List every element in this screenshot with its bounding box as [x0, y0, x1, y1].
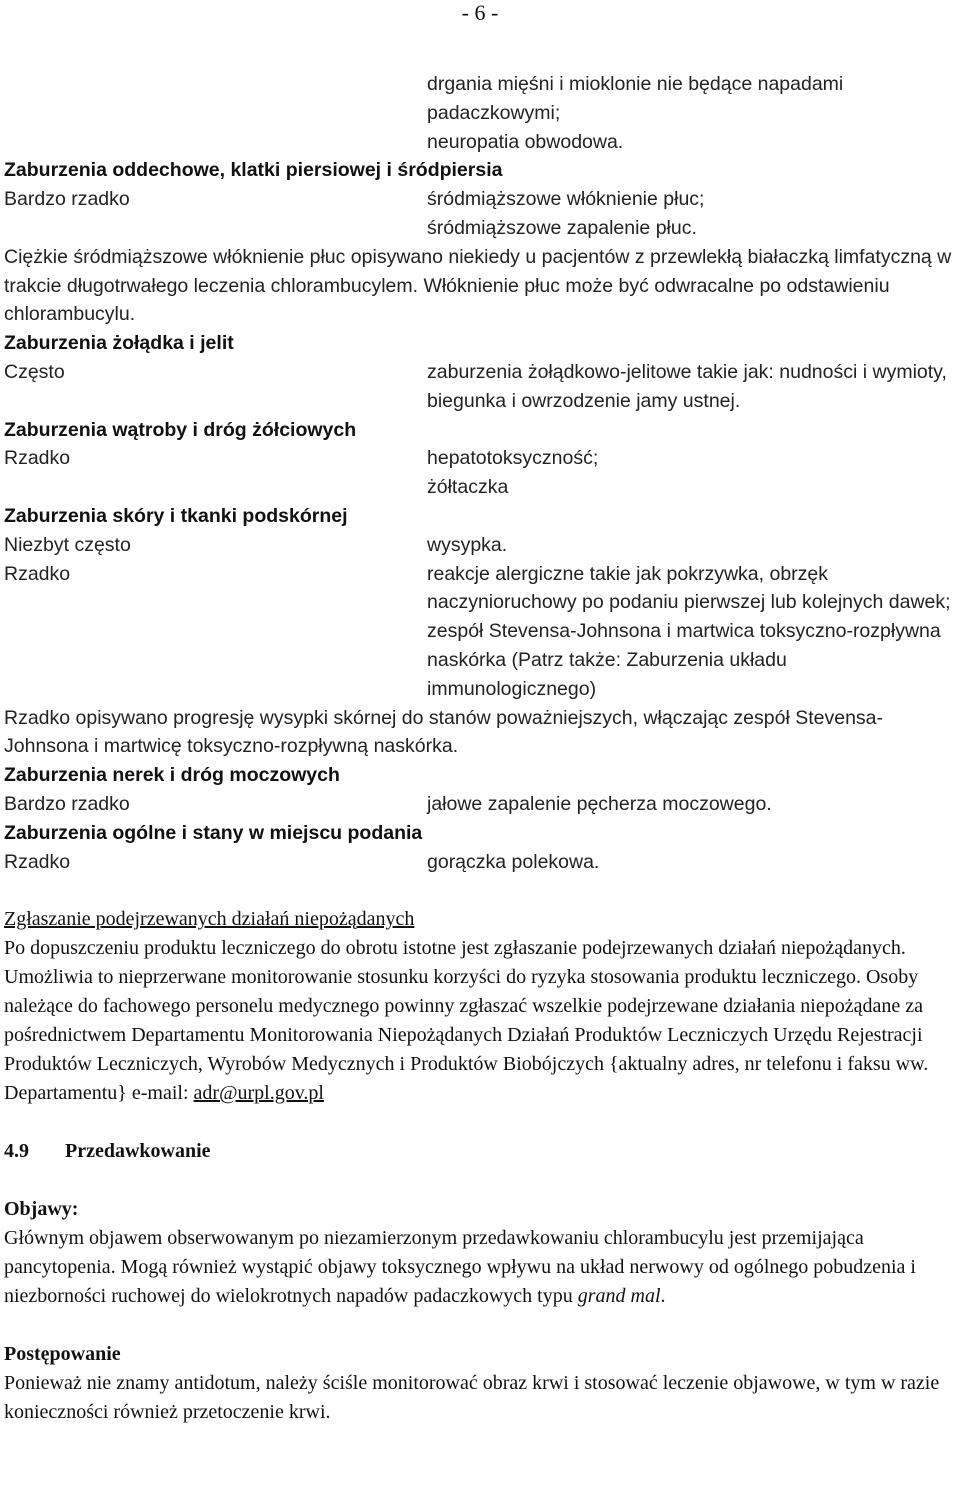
- frequency-row: [4, 848, 956, 877]
- page-number: - 6 -: [461, 0, 499, 25]
- frequency-row: [4, 790, 956, 819]
- effect-line: śródmiąższowe włóknienie płuc;: [427, 188, 705, 211]
- management-heading: Postępowanie: [4, 1342, 121, 1365]
- effect-text: wysypka.: [427, 533, 508, 556]
- section-heading-respiratory: Zaburzenia oddechowe, klatki piersiowej i śródpiersia: [4, 159, 503, 182]
- skin-note: Rzadko opisywano progresję wysypki skórnej do stanów poważniejszych, włączając zespół Stevensa-Johnsona i martwicę toksyczno-rozpływną naskórka.: [4, 706, 884, 758]
- frequency-row: [4, 185, 956, 243]
- frequency-label: Niezbyt często: [4, 533, 131, 556]
- symptoms-italic: grand mal: [577, 1284, 661, 1307]
- frequency-label: Bardzo rzadko: [4, 792, 130, 815]
- effect-line: padaczkowymi;: [427, 101, 561, 124]
- respiratory-note: Ciężkie śródmiąższowe włóknienie płuc opisywano niekiedy u pacjentów z przewlekłą białaczką limfatyczną w trakcie długotrwałego leczenia chlorambucylem. Włóknienie płuc może być odwracalne po odstawieniu chlorambucylu.: [4, 245, 952, 326]
- symptoms-heading: Objawy:: [4, 1197, 79, 1220]
- reporting-text: [4, 934, 956, 1108]
- reporting-heading: Zgłaszanie podejrzewanych działań niepożądanych: [4, 908, 415, 931]
- frequency-row: [4, 560, 956, 704]
- section-heading-general: Zaburzenia ogólne i stany w miejscu podania: [4, 821, 423, 844]
- nervous-effects-continued: [427, 70, 956, 156]
- symptoms-text: [4, 1224, 956, 1311]
- section-heading-overdose: [4, 1137, 956, 1166]
- effect-text: zaburzenia żołądkowo-jelitowe takie jak: nudności i wymioty, biegunka i owrzodzenie jamy ustnej.: [427, 360, 947, 412]
- section-title: Przedawkowanie: [65, 1139, 211, 1162]
- effect-line: żółtaczka: [427, 476, 509, 499]
- management-text: Ponieważ nie znamy antidotum, należy ściśle monitorować obraz krwi i stosować leczenie objawowe, w tym w razie konieczności również przetoczenie krwi.: [4, 1371, 940, 1423]
- section-heading-gastrointestinal: Zaburzenia żołądka i jelit: [4, 332, 234, 355]
- frequency-label: Rzadko: [4, 562, 71, 585]
- effect-list: [427, 444, 956, 502]
- effect-line: drgania mięśni i mioklonie nie będące napadami: [427, 73, 844, 95]
- effect-text: reakcje alergiczne takie jak pokrzywka, obrzęk naczynioruchowy po podaniu pierwszej lub kolejnych dawek;: [427, 562, 951, 614]
- frequency-row: [4, 531, 956, 560]
- section-heading-skin: Zaburzenia skóry i tkanki podskórnej: [4, 504, 348, 527]
- effect-line: hepatotoksyczność;: [427, 447, 599, 470]
- frequency-label: Rzadko: [4, 850, 71, 873]
- section-number: 4.9: [4, 1139, 29, 1162]
- frequency-row: [4, 444, 956, 502]
- symptoms-body: Głównym objawem obserwowanym po niezamierzonym przedawkowaniu chlorambucylu jest przemijająca pancytopenia. Mogą również wystąpić objawy toksycznego wpływu na układ nerwowy od ogólnego pobudzenia i niezborności ruchowej do wielokrotnych napadów padaczkowych typu: [4, 1226, 916, 1307]
- frequency-label: Rzadko: [4, 447, 71, 470]
- frequency-label: Często: [4, 360, 65, 383]
- section-heading-renal: Zaburzenia nerek i dróg moczowych: [4, 764, 340, 787]
- effect-line: śródmiąższowe zapalenie płuc.: [427, 216, 697, 239]
- document-body: [4, 70, 956, 1427]
- effect-text: jałowe zapalenie pęcherza moczowego.: [427, 792, 772, 815]
- effect-list: [427, 560, 956, 704]
- frequency-row: [4, 358, 956, 416]
- effect-list: [427, 185, 956, 243]
- frequency-label: Bardzo rzadko: [4, 188, 130, 211]
- effect-text: gorączka polekowa.: [427, 850, 600, 873]
- effect-text: zespół Stevensa-Johnsona i martwica toksyczno-rozpływna naskórka (Patrz także: Zaburzenia układu immunologicznego): [427, 620, 941, 700]
- email-link[interactable]: adr@urpl.gov.pl: [193, 1082, 324, 1105]
- section-heading-hepatobiliary: Zaburzenia wątroby i dróg żółciowych: [4, 418, 357, 441]
- effect-line: neuropatia obwodowa.: [427, 130, 624, 153]
- symptoms-end: .: [660, 1284, 666, 1307]
- reporting-body: Po dopuszczeniu produktu leczniczego do obrotu istotne jest zgłaszanie podejrzewanych działań niepożądanych. Umożliwia to nieprzerwane monitorowanie stosunku korzyści do ryzyka stosowania produktu leczniczego. Osoby należące do fachowego personelu medycznego powinny zgłaszać wszelkie podejrzewane działania niepożądane za pośrednictwem Departamentu Monitorowania Niepożądanych Działań Produktów Leczniczych Urzędu Rejestracji Produktów Leczniczych, Wyrobów Medycznych i Produktów Biobójczych {aktualny adres, nr telefonu i faksu ww. Departamentu} e-mail:: [4, 937, 929, 1105]
